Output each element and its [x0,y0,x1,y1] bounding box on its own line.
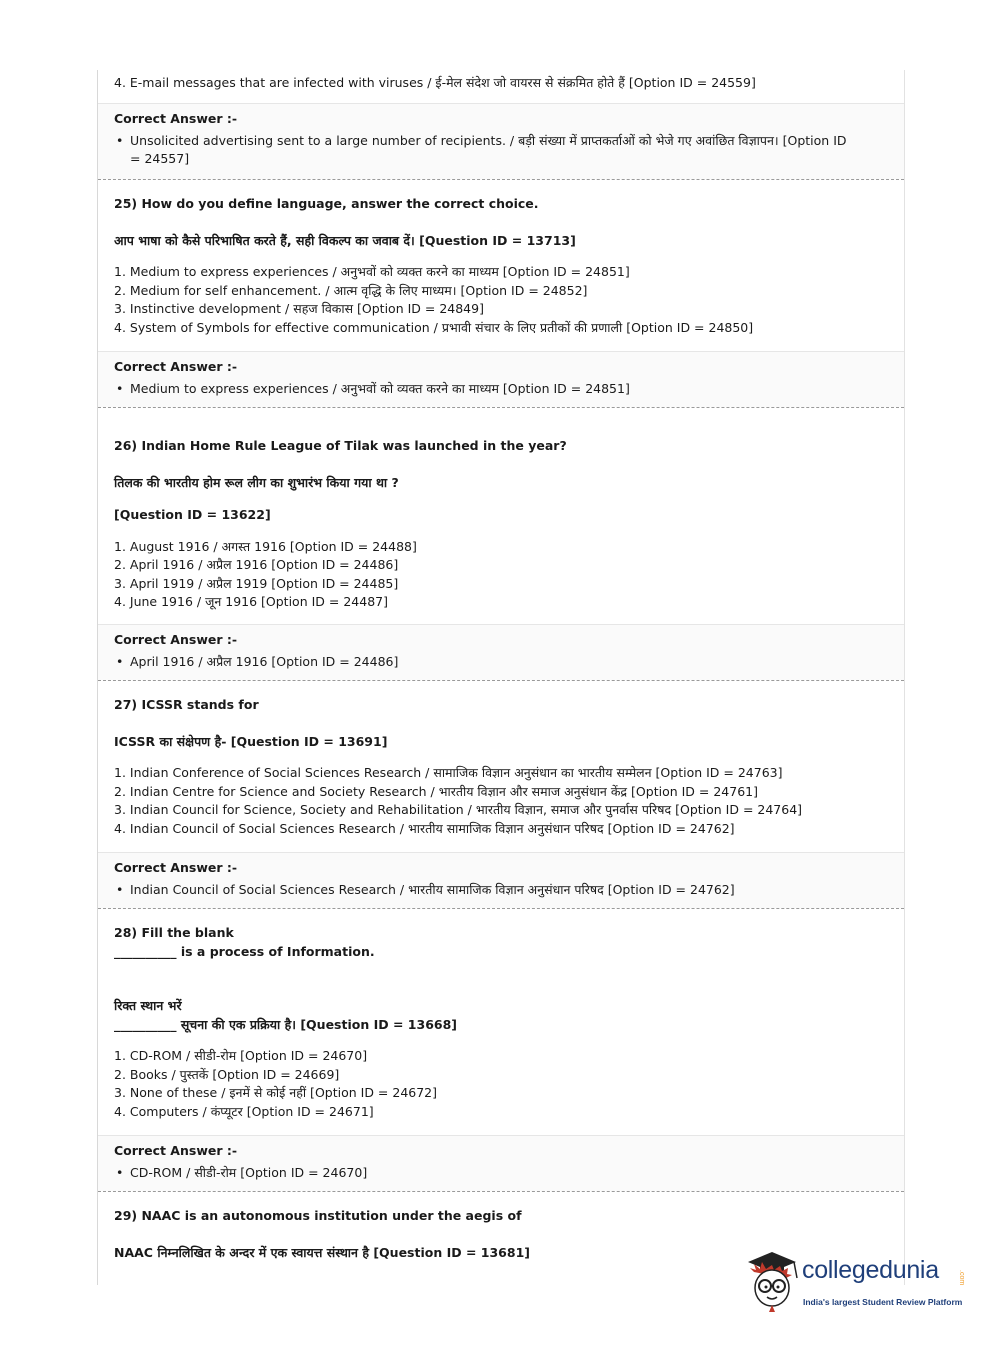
q28-options [114,1047,904,1121]
q26-option-2: 2. April 1916 / अप्रैल 1916 [Option ID = 24486] [114,557,399,572]
q27-title: 27) ICSSR stands for [114,697,259,712]
q27-option-4: 4. Indian Council of Social Sciences Research / भारतीय सामाजिक विज्ञान अनुसंधान परिषद [Option ID = 24762] [114,820,735,836]
q28-title-line2: __________ is a process of Information. [114,943,375,959]
q24-answer-line2: = 24557] [130,151,190,166]
q27-option-1: 1. Indian Conference of Social Sciences Research / सामाजिक विज्ञान अनुसंधान का भारतीय सम्मेलन [Option ID = 24763] [114,765,783,780]
q26-option-3: 3. April 1919 / अप्रैल 1919 [Option ID = 24485] [114,575,399,591]
q26-options [114,538,904,612]
q26-option-1: 1. August 1916 / अगस्त 1916 [Option ID = 24488] [114,538,417,554]
q25-section [98,195,904,337]
q27-option-3: 3. Indian Council for Science, Society and Rehabilitation / भारतीय विज्ञान, समाज और पुनर्वास परिषद [Option ID = 24764] [114,802,803,817]
q27-answer-box [98,853,904,908]
q29-title-hindi: NAAC निम्नलिखित के अन्दर में एक स्वायत्त संस्थान है [Question ID = 13681] [114,1244,530,1260]
logo-tagline: India's largest Student Review Platform [803,1297,963,1307]
q24-section [98,74,904,93]
q26-option-4: 4. June 1916 / जून 1916 [Option ID = 24487] [114,594,388,609]
q27-answer-label: Correct Answer :- [114,860,238,875]
q28-answer-box [98,1136,904,1191]
q28-option-1: 1. CD-ROM / सीडी-रोम [Option ID = 24670] [114,1048,368,1063]
logo-wordmark: collegedunia [802,1256,939,1284]
question-separator [98,407,904,408]
q28-title-hindi: रिक्त स्थान भरें [114,998,182,1013]
q25-option-2: 2. Medium for self enhancement. / आत्म वृद्धि के लिए माध्यम। [Option ID = 24852] [114,282,588,298]
q27-title-hindi: ICSSR का संक्षेपण है- [Question ID = 13691] [114,733,388,749]
question-separator [98,179,904,180]
q24-answer-label: Correct Answer :- [114,111,238,126]
q25-answer-box [98,352,904,407]
q24-answer-line1: • Unsolicited advertising sent to a large number of recipients. / बड़ी संख्या में प्राप्तकर्ताओं को भेजे गए अवांछित विज्ञापन। [Option ID [130,132,847,148]
q26-answer-box [98,625,904,680]
q25-title-hindi: आप भाषा को कैसे परिभाषित करते हैं, सही विकल्प का जवाब दें। [Question ID = 13713] [114,232,576,248]
q25-answer: • Medium to express experiences / अनुभवों को व्यक्त करने का माध्यम [Option ID = 24851] [114,380,904,399]
q25-options [114,263,904,337]
q26-answer: • April 1916 / अप्रैल 1916 [Option ID = 24486] [114,653,904,672]
q28-option-4: 4. Computers / कंप्यूटर [Option ID = 24671] [114,1103,374,1119]
q28-answer-label: Correct Answer :- [114,1143,238,1158]
q26-answer-label: Correct Answer :- [114,632,238,647]
q28-title: 28) Fill the blank [114,925,234,940]
q26-title: 26) Indian Home Rule League of Tilak was launched in the year? [114,438,567,453]
q25-title: 25) How do you define language, answer the correct choice. [114,196,539,211]
q28-answer: • CD-ROM / सीडी-रोम [Option ID = 24670] [114,1164,904,1183]
q29-title: 29) NAAC is an autonomous institution under the aegis of [114,1208,522,1223]
q28-option-3: 3. None of these / इनमें से कोई नहीं [Option ID = 24672] [114,1085,438,1100]
collegedunia-logo [742,1248,972,1318]
question-separator [98,680,904,681]
q26-section [98,437,904,612]
q26-title-hindi: तिलक की भारतीय होम रूल लीग का शुभारंभ किया गया था ? [114,474,399,490]
question-separator [98,908,904,909]
q25-option-1: 1. Medium to express experiences / अनुभवों को व्यक्त करने का माध्यम [Option ID = 24851] [114,264,630,279]
q28-option-2: 2. Books / पुस्तकें [Option ID = 24669] [114,1066,340,1082]
q28-section [98,924,904,1121]
mascot-icon [742,1248,802,1312]
q24-option-4: 4. E-mail messages that are infected with viruses / ई-मेल संदेश जो वायरस से संक्रमित होते हैं [Option ID = 24559] [114,75,756,90]
logo-domain-suffix: .com [958,1270,965,1286]
q27-answer: • Indian Council of Social Sciences Research / भारतीय सामाजिक विज्ञान अनुसंधान परिषद [Option ID = 24762] [114,881,904,900]
q27-option-2: 2. Indian Centre for Science and Society Research / भारतीय विज्ञान और समाज अनुसंधान केंद्र [Option ID = 24761] [114,783,758,799]
question-paper-page [97,70,905,1285]
q28-title-hindi-line2: __________ सूचना की एक प्रक्रिया है। [Question ID = 13668] [114,1016,457,1032]
question-separator [98,1191,904,1192]
q24-answer [114,132,904,169]
q26-question-id: [Question ID = 13622] [114,507,271,522]
q27-options [114,764,904,838]
q25-option-4: 4. System of Symbols for effective communication / प्रभावी संचार के लिए प्रतीकों की प्रणाली [Option ID = 24850] [114,319,754,335]
q25-answer-label: Correct Answer :- [114,359,238,374]
q24-answer-box [98,104,904,179]
q27-section [98,696,904,838]
q25-option-3: 3. Instinctive development / सहज विकास [Option ID = 24849] [114,301,484,316]
